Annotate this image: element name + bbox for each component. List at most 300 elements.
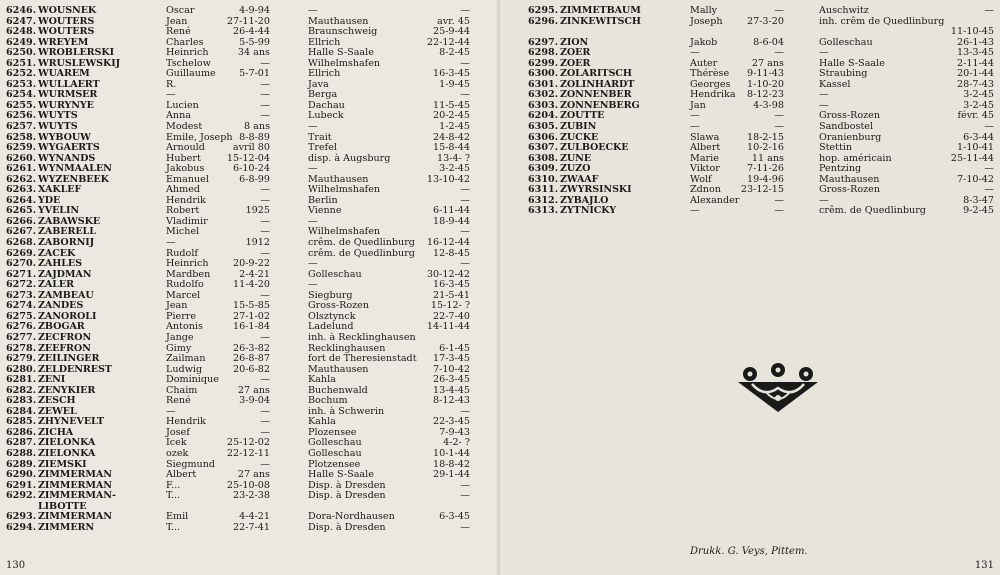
- entry-name: ZYTNICKY: [560, 205, 617, 217]
- register-entry: [0, 122, 500, 133]
- floral-ornament-icon: [736, 362, 820, 414]
- entry-date: 13-3-45: [956, 47, 994, 59]
- page-number: 130: [6, 560, 26, 571]
- entry-date: 24-8-42: [432, 131, 470, 143]
- entry-date: —: [984, 5, 994, 16]
- entry-first: Joseph: [690, 15, 723, 27]
- entry-name: ZAMBEAU: [38, 289, 94, 301]
- entry-num: 6294.: [6, 521, 37, 533]
- entry-place: Halle S-Saale: [819, 57, 885, 69]
- entry-date: —: [460, 405, 470, 417]
- entry-first: Jakob: [690, 36, 718, 48]
- entry-date: 8-12-43: [432, 395, 470, 407]
- entry-name: WUYTS: [38, 110, 78, 122]
- entry-date: 13-10-42: [426, 173, 470, 185]
- entry-date: 16-3-45: [432, 279, 470, 291]
- entry-date: 4-2- ?: [443, 437, 470, 449]
- entry-born: —: [260, 331, 270, 343]
- entry-place: Wilhelmshafen: [308, 184, 381, 196]
- entry-place: Golleschau: [819, 36, 873, 48]
- entry-name: ZICHA: [38, 426, 74, 438]
- entry-place: —: [308, 5, 318, 16]
- entry-num: 6301.: [528, 78, 559, 90]
- entry-born: 1925: [245, 205, 270, 217]
- entry-date: 8-3-47: [963, 194, 994, 206]
- entry-place: Pentzing: [819, 163, 862, 175]
- entry-first: R.: [166, 78, 177, 90]
- entry-num: 6295.: [528, 5, 559, 16]
- entry-first: Modest: [166, 121, 203, 133]
- entry-place: Braunschweig: [308, 26, 378, 38]
- entry-born: —: [260, 57, 270, 69]
- entry-place: Auschwitz: [819, 5, 869, 16]
- entry-born: 7-11-26: [746, 163, 784, 175]
- entry-place: Plozensee: [308, 426, 357, 438]
- entry-name: XAKLEF: [38, 184, 82, 196]
- entry-name: ZENYKIER: [38, 384, 96, 396]
- entry-name: YDE: [38, 194, 61, 206]
- entry-born: 8-8-89: [239, 131, 270, 143]
- entry-born: 20-9-22: [232, 258, 270, 270]
- entry-num: 6273.: [6, 289, 37, 301]
- entry-place: disp. à Augsburg: [308, 152, 391, 164]
- entry-born: 11-4-20: [232, 279, 270, 291]
- entry-date: 29-1-44: [432, 469, 470, 481]
- entry-first: Emil: [166, 511, 189, 523]
- entry-place: hop. américain: [819, 152, 892, 164]
- entry-num: 6283.: [6, 395, 37, 407]
- entry-date: 7-10-42: [432, 363, 470, 375]
- entry-place: Disp. à Dresden: [308, 490, 386, 502]
- entry-name: WULLAERT: [38, 78, 100, 90]
- entry-name: ZONNENBERG: [560, 99, 640, 111]
- entry-first: Wolf: [690, 173, 712, 185]
- entry-num: 6281.: [6, 374, 37, 386]
- entry-name: WURMSER: [38, 89, 98, 101]
- entry-first: Rudolf: [166, 247, 198, 259]
- entry-date: 3-2-45: [439, 163, 470, 175]
- entry-born: 8 ans: [244, 121, 270, 133]
- entry-place: Mauthausen: [308, 363, 369, 375]
- entry-place: —: [819, 194, 829, 206]
- entry-place: Java: [308, 78, 329, 90]
- entry-num: 6247.: [6, 15, 37, 27]
- entry-place: Kassel: [819, 78, 851, 90]
- entry-date: 8-2-45: [439, 47, 470, 59]
- entry-first: Marcel: [166, 289, 201, 301]
- entry-born: 26-4-44: [232, 26, 270, 38]
- entry-first: —: [166, 405, 176, 417]
- entry-born: 6-10-24: [232, 163, 270, 175]
- entry-num: 6266.: [6, 215, 37, 227]
- entry-num: 6253.: [6, 78, 37, 90]
- entry-place: —: [819, 99, 829, 111]
- entry-place: Recklinghausen: [308, 342, 386, 354]
- entry-first: Hendrika: [690, 89, 736, 101]
- entry-first: Heinrich: [166, 258, 209, 270]
- entry-born: 20-6-82: [232, 363, 270, 375]
- entry-born: 1912: [245, 237, 270, 249]
- entry-born: 15-12-04: [226, 152, 270, 164]
- entry-born: 34 ans: [237, 47, 270, 59]
- register-entry: [0, 523, 500, 534]
- entry-name: WURYNYE: [38, 99, 94, 111]
- entry-born: 27-11-20: [226, 15, 270, 27]
- entry-first: —: [690, 205, 700, 217]
- register-entry: [0, 449, 500, 460]
- entry-born: 27 ans: [751, 57, 784, 69]
- entry-first: —: [690, 47, 700, 59]
- entry-date: 22-7-40: [432, 310, 470, 322]
- entry-num: 6274.: [6, 300, 37, 312]
- entry-name: ZOUTTE: [560, 110, 605, 122]
- entry-name: ZIELONKA: [38, 437, 96, 449]
- entry-date: 13-4-45: [432, 384, 470, 396]
- entry-num: 6307.: [528, 142, 559, 154]
- entry-name: ZBOGAR: [38, 321, 85, 333]
- register-entry: [0, 354, 500, 365]
- entry-born: —: [260, 226, 270, 238]
- entry-first: —: [166, 89, 176, 101]
- entry-num: 6287.: [6, 437, 37, 449]
- entry-first: Emile, Joseph: [166, 131, 233, 143]
- entry-first: Tschelow: [166, 57, 211, 69]
- entry-date: 18-9-44: [432, 215, 470, 227]
- register-entry: [500, 6, 1000, 17]
- entry-num: 6251.: [6, 57, 37, 69]
- entry-num: 6265.: [6, 205, 37, 217]
- entry-born: —: [260, 426, 270, 438]
- entry-place: —: [308, 163, 318, 175]
- entry-born: 23-2-38: [232, 490, 270, 502]
- entry-name: ZWAAF: [560, 173, 599, 185]
- entry-born: 1-10-20: [746, 78, 784, 90]
- entry-born: 16-1-84: [232, 321, 270, 333]
- entry-name: WYZENBEEK: [38, 173, 109, 185]
- entry-num: 6299.: [528, 57, 559, 69]
- entry-num: 6252.: [6, 68, 37, 80]
- entry-name: ZIELONKA: [38, 447, 96, 459]
- entry-first: Pierre: [166, 310, 197, 322]
- entry-first: Gimy: [166, 342, 192, 354]
- entry-place: Halle S-Saale: [308, 469, 374, 481]
- entry-name: ZUCKE: [560, 131, 599, 143]
- entry-place: Stettin: [819, 142, 853, 154]
- entry-name: ZESCH: [38, 395, 76, 407]
- entry-date: 11-5-45: [432, 99, 470, 111]
- entry-num: 6258.: [6, 131, 37, 143]
- entry-first: T...: [166, 521, 181, 533]
- entry-name: ZELDENREST: [38, 363, 112, 375]
- entry-born: 15-5-85: [232, 300, 270, 312]
- entry-born: —: [260, 247, 270, 259]
- entry-first: Slawa: [690, 131, 720, 143]
- entry-num: 6293.: [6, 511, 37, 523]
- entry-place: Gross-Rozen: [819, 184, 881, 196]
- entry-num: 6272.: [6, 279, 37, 291]
- entry-name: ZOER: [560, 57, 591, 69]
- entry-first: Heinrich: [166, 47, 209, 59]
- entry-born: —: [774, 47, 784, 59]
- entry-first: Lucien: [166, 99, 199, 111]
- entry-name: ZYBAJLO: [560, 194, 609, 206]
- entry-place: Vienne: [308, 205, 342, 217]
- entry-num: 6264.: [6, 194, 37, 206]
- entry-num: 6269.: [6, 247, 37, 259]
- entry-date: 12-8-45: [432, 247, 470, 259]
- entry-place: Wilhelmshafen: [308, 226, 381, 238]
- entry-place: Halle S-Saale: [308, 47, 374, 59]
- entry-name: WUYTS: [38, 121, 78, 133]
- entry-place: Wilhelmshafen: [308, 57, 381, 69]
- entry-date: —: [984, 163, 994, 175]
- register-entry: [0, 185, 500, 196]
- entry-name: ZHYNEVELT: [38, 416, 104, 428]
- entry-name: WRUSLEWSKIJ: [38, 57, 121, 69]
- entry-name: WYNMAALEN: [38, 163, 112, 175]
- entry-num: 6257.: [6, 121, 37, 133]
- entry-place: Straubing: [819, 68, 868, 80]
- entry-date: 21-5-41: [432, 289, 470, 301]
- entry-first: Mardben: [166, 268, 211, 280]
- entry-date: 25-9-44: [432, 26, 470, 38]
- entry-name: ZUNE: [560, 152, 592, 164]
- entry-date: 15-12- ?: [430, 300, 470, 312]
- entry-date: 3-2-45: [963, 89, 994, 101]
- entry-place: —: [308, 215, 318, 227]
- entry-place: inh. à Recklinghausen: [308, 331, 416, 343]
- entry-place: Golleschau: [308, 447, 362, 459]
- entry-num: 6279.: [6, 353, 37, 365]
- entry-born: 10-2-16: [746, 142, 784, 154]
- entry-num: 6297.: [528, 36, 559, 48]
- entry-first: Charles: [166, 36, 204, 48]
- entry-first: Hendrik: [166, 194, 206, 206]
- entry-first: —: [166, 237, 176, 249]
- entry-name: ZEWEL: [38, 405, 77, 417]
- entry-first: Ludwig: [166, 363, 203, 375]
- entry-place: —: [308, 258, 318, 270]
- entry-num: 6296.: [528, 15, 559, 27]
- right-register: [500, 6, 1000, 217]
- entry-first: Jange: [166, 331, 194, 343]
- entry-place: fort de Theresienstadt: [308, 353, 417, 365]
- entry-date: —: [984, 121, 994, 133]
- register-entry: [500, 122, 1000, 133]
- entry-born: 4-3-98: [753, 99, 784, 111]
- entry-first: Anna: [166, 110, 192, 122]
- entry-date: 20-1-44: [956, 68, 994, 80]
- entry-place: Dora-Nordhausen: [308, 511, 395, 523]
- entry-first: Zdnon: [690, 184, 721, 196]
- entry-born: 18-2-15: [746, 131, 784, 143]
- entry-born: —: [260, 405, 270, 417]
- entry-date: 1-2-45: [439, 121, 470, 133]
- entry-date: 26-3-45: [432, 374, 470, 386]
- entry-first: Thérèse: [690, 68, 730, 80]
- entry-born: —: [260, 99, 270, 111]
- entry-first: Arnould: [166, 142, 205, 154]
- entry-num: 6255.: [6, 99, 37, 111]
- entry-date: —: [460, 490, 470, 502]
- entry-name: ZECFRON: [38, 331, 92, 343]
- entry-date: —: [460, 89, 470, 101]
- entry-num: 6276.: [6, 321, 37, 333]
- entry-place: Olsztynck: [308, 310, 356, 322]
- entry-name: WYNANDS: [38, 152, 96, 164]
- entry-born: 11 ans: [751, 152, 784, 164]
- entry-first: Icek: [166, 437, 187, 449]
- entry-place: Plotzensee: [308, 458, 361, 470]
- entry-born: —: [774, 194, 784, 206]
- entry-born: —: [260, 110, 270, 122]
- entry-date: 7-10-42: [956, 173, 994, 185]
- entry-place: Lubeck: [308, 110, 344, 122]
- entry-num: 6246.: [6, 5, 37, 16]
- entry-born: avril 80: [232, 142, 270, 154]
- entry-num: 6262.: [6, 173, 37, 185]
- entry-name: ZAJDMAN: [38, 268, 92, 280]
- entry-born: 6-8-99: [239, 173, 270, 185]
- entry-name: ZIMMETBAUM: [560, 5, 641, 16]
- entry-num: 6278.: [6, 342, 37, 354]
- entry-first: Dominique: [166, 374, 219, 386]
- entry-place: Golleschau: [308, 268, 362, 280]
- entry-date: 14-11-44: [426, 321, 470, 333]
- entry-date: 16-3-45: [432, 68, 470, 80]
- entry-name: WROBLERSKI: [38, 47, 114, 59]
- entry-date: févr. 45: [957, 110, 994, 122]
- register-entry: [0, 238, 500, 249]
- entry-first: Hendrik: [166, 416, 206, 428]
- entry-num: 6275.: [6, 310, 37, 322]
- entry-date: —: [460, 258, 470, 270]
- entry-first: Robert: [166, 205, 200, 217]
- entry-num: 6311.: [528, 184, 559, 196]
- entry-num: 6313.: [528, 205, 559, 217]
- entry-born: 8-12-23: [746, 89, 784, 101]
- entry-name: WYGAERTS: [38, 142, 100, 154]
- entry-num: 6248.: [6, 26, 37, 38]
- entry-name: WREYEM: [38, 36, 89, 48]
- entry-name: ZEILINGER: [38, 353, 100, 365]
- entry-first: Vladimir: [166, 215, 208, 227]
- entry-num: 6282.: [6, 384, 37, 396]
- entry-name: ZANDES: [38, 300, 84, 312]
- entry-date: —: [460, 521, 470, 533]
- entry-name: ZWYRSINSKI: [560, 184, 632, 196]
- entry-born: 4-9-94: [239, 5, 270, 16]
- entry-place: Trefel: [308, 142, 337, 154]
- entry-num: 6263.: [6, 184, 37, 196]
- entry-place: Sandbostel: [819, 121, 874, 133]
- entry-first: Hubert: [166, 152, 201, 164]
- entry-born: 27 ans: [237, 384, 270, 396]
- entry-num: 6306.: [528, 131, 559, 143]
- entry-first: Mally: [690, 5, 718, 16]
- entry-num: 6267.: [6, 226, 37, 238]
- entry-date: 18-8-42: [432, 458, 470, 470]
- entry-num: 6292.: [6, 490, 37, 502]
- entry-num: 6286.: [6, 426, 37, 438]
- entry-date: 26-1-43: [956, 36, 994, 48]
- entry-num: 6271.: [6, 268, 37, 280]
- entry-born: 5-7-01: [239, 68, 270, 80]
- entry-first: —: [690, 110, 700, 122]
- entry-place: Ellrich: [308, 36, 341, 48]
- entry-name: WOUSNEK: [38, 5, 97, 16]
- entry-first: Oscar: [166, 5, 195, 16]
- entry-num: 6270.: [6, 258, 37, 270]
- entry-place: Disp. à Dresden: [308, 479, 386, 491]
- entry-born: —: [260, 416, 270, 428]
- entry-name: ZANOROLI: [38, 310, 97, 322]
- entry-place: Mauthausen: [308, 173, 369, 185]
- entry-date: 25-11-44: [950, 152, 994, 164]
- entry-name: WUAREM: [38, 68, 90, 80]
- entry-born: 3-9-04: [239, 395, 270, 407]
- entry-name: ZIMMERMAN: [38, 479, 112, 491]
- entry-born: 27 ans: [237, 469, 270, 481]
- entry-date: —: [460, 184, 470, 196]
- entry-born: 4-4-21: [239, 511, 270, 523]
- entry-born: 27-3-20: [746, 15, 784, 27]
- entry-born: 2-4-21: [239, 268, 270, 280]
- entry-num: 6260.: [6, 152, 37, 164]
- entry-first: Emanuel: [166, 173, 209, 185]
- register-entry: [0, 417, 500, 428]
- entry-born: —: [260, 89, 270, 101]
- entry-place: crêm. de Quedlinburg: [819, 205, 926, 217]
- entry-first: Ahmed: [166, 184, 201, 196]
- entry-num: 6309.: [528, 163, 559, 175]
- entry-born: 8-6-04: [753, 36, 784, 48]
- entry-date: 22-12-44: [426, 36, 470, 48]
- entry-first: Zailman: [166, 353, 206, 365]
- entry-date: 20-2-45: [432, 110, 470, 122]
- entry-born: 23-12-15: [740, 184, 784, 196]
- entry-date: 1-9-45: [439, 78, 470, 90]
- entry-first: Michel: [166, 226, 200, 238]
- entry-place: Kahla: [308, 374, 336, 386]
- entry-name: ZINKEWITSCH: [560, 15, 641, 27]
- entry-born: 19-4-96: [746, 173, 784, 185]
- entry-date: —: [460, 226, 470, 238]
- entry-name: ZIMMERN: [38, 521, 95, 533]
- entry-date: 6-3-45: [439, 511, 470, 523]
- entry-num: 6305.: [528, 121, 559, 133]
- entry-first: Georges: [690, 78, 731, 90]
- entry-date: 2-11-44: [956, 57, 994, 69]
- entry-num: 6289.: [6, 458, 37, 470]
- entry-first: Marie: [690, 152, 719, 164]
- entry-name: WYBOUW: [38, 131, 91, 143]
- entry-place: Trait: [308, 131, 332, 143]
- entry-date: 16-12-44: [426, 237, 470, 249]
- entry-num: 6310.: [528, 173, 559, 185]
- entry-first: Albert: [166, 469, 197, 481]
- entry-num: 6285.: [6, 416, 37, 428]
- entry-born: 25-12-02: [226, 437, 270, 449]
- register-entry: [500, 15, 1000, 38]
- entry-born: —: [260, 289, 270, 301]
- entry-place: Berga: [308, 89, 338, 101]
- entry-place: Ellrich: [308, 68, 341, 80]
- entry-born: —: [774, 110, 784, 122]
- entry-place: Bochum: [308, 395, 348, 407]
- entry-date: 15-8-44: [432, 142, 470, 154]
- entry-first: Albert: [690, 142, 721, 154]
